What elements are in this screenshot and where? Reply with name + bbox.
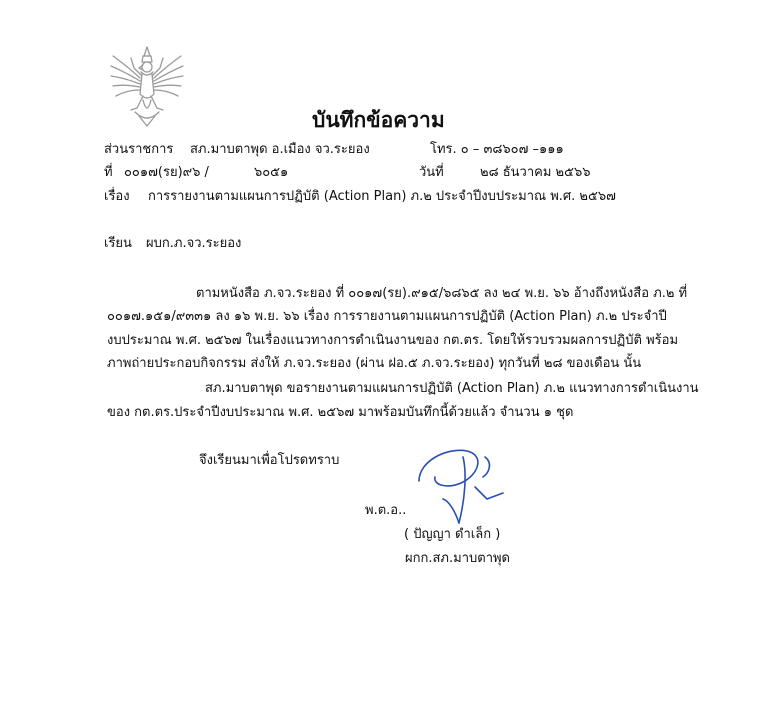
reference-label: ที่ (104, 165, 113, 180)
subject-value: การรายงานตามแผนการปฏิบัติ (Action Plan) ภ.๒ ประจำปีงบประมาณ พ.ศ. ๒๕๖๗ (148, 189, 616, 204)
body-line: งบประมาณ พ.ศ. ๒๕๖๗ ในเรื่องแนวทางการดำเนินงานของ กต.ตร. โดยให้รวบรวมผลการปฏิบัติ พร้อม (107, 333, 679, 348)
signer-name: ( ปัญญา ดำเล็ก ) (404, 527, 501, 542)
body-line: ๐๐๑๗.๑๕๑/๙๓๓๑ ลง ๑๖ พ.ย. ๖๖ เรื่อง การรายงานตามแผนการปฏิบัติ (Action Plan) ภ.๒ ประจำปี (107, 309, 667, 324)
recipient-label: เรียน (104, 236, 132, 251)
phone-number: โทร. ๐ – ๓๘๖๐๗ –๑๑๑ (430, 142, 564, 157)
body-line: ตามหนังสือ ภ.จว.ระยอง ที่ ๐๐๑๗(รย).๙๑๕/๖๘๖๕ ลง ๒๔ พ.ย. ๖๖ อ้างถึงหนังสือ ภ.๒ ที่ (196, 286, 688, 301)
department-value: สภ.มาบตาพุด อ.เมือง จว.ระยอง (190, 142, 370, 157)
body-line: ของ กต.ตร.ประจำปีงบประมาณ พ.ศ. ๒๕๖๗ มาพร้อมบันทึกนี้ด้วยแล้ว จำนวน ๑ ชุด (107, 405, 574, 420)
recipient-value: ผบก.ภ.จว.ระยอง (146, 236, 242, 251)
reference-value: ๐๐๑๗(รย)๙๖ / (124, 165, 209, 180)
memo-title: บันทึกข้อความ (312, 108, 445, 132)
signer-position: ผกก.สภ.มาบตาพุด (405, 551, 511, 566)
closing-text: จึงเรียนมาเพื่อโปรดทราบ (199, 453, 340, 468)
signer-rank: พ.ต.อ.. (365, 503, 407, 518)
reference-number: ๖๐๕๑ (254, 165, 289, 180)
department-label: ส่วนราชการ (104, 142, 174, 157)
handwritten-signature (405, 441, 523, 531)
subject-label: เรื่อง (104, 189, 130, 204)
body-line: ภาพถ่ายประกอบกิจกรรม ส่งให้ ภ.จว.ระยอง (ผ่าน ฝอ.๕ ภ.จว.ระยอง) ทุกวันที่ ๒๘ ของเดือน นั้น (107, 356, 642, 371)
date-label: วันที่ (419, 165, 444, 180)
date-value: ๒๘ ธันวาคม ๒๕๖๖ (480, 165, 591, 180)
garuda-emblem-icon (107, 44, 187, 128)
body-line: สภ.มาบตาพุด ขอรายงานตามแผนการปฏิบัติ (Action Plan) ภ.๒ แนวทางการดำเนินงาน (205, 381, 699, 396)
